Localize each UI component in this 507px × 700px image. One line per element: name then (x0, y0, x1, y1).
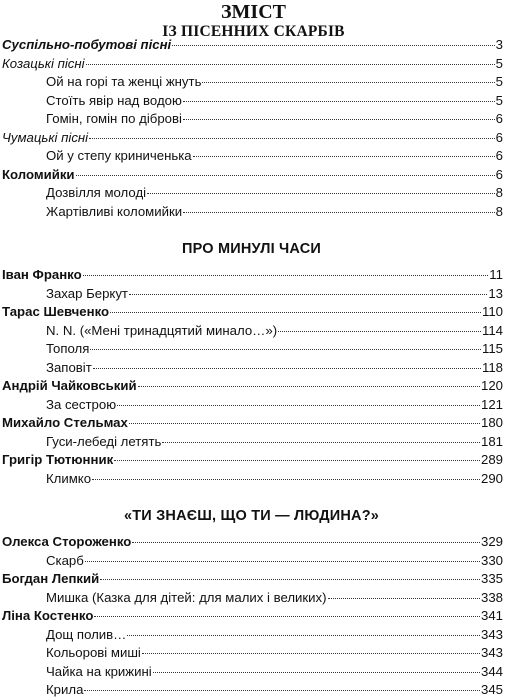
toc-entry-label: За сестрою (46, 396, 117, 412)
dot-leader (183, 212, 495, 213)
toc-list (0, 533, 503, 700)
dot-leader (183, 119, 495, 120)
section-title: ПРО МИНУЛІ ЧАСИ (181, 241, 322, 257)
toc-entry-work (0, 184, 503, 203)
toc-entry-label: Чумацькі пісні (2, 129, 89, 145)
dot-leader (90, 349, 481, 350)
toc-page-number: 338 (480, 589, 503, 605)
toc-entry-author (0, 414, 503, 433)
toc-page-number: 289 (480, 452, 503, 467)
toc-entry-label: Климко (46, 470, 92, 486)
toc-entry-author (0, 607, 503, 626)
toc-list (0, 266, 503, 488)
dot-leader (93, 368, 481, 369)
toc-entry-work (0, 92, 503, 111)
toc-list (0, 36, 503, 221)
dot-leader (278, 331, 481, 332)
toc-entry-author (0, 129, 503, 148)
toc-page-number: 6 (495, 129, 503, 145)
toc-entry-label: Тополя (46, 341, 90, 356)
toc-page-number: 341 (480, 608, 503, 623)
dot-leader (86, 64, 495, 65)
toc-page-number: 290 (480, 470, 503, 486)
toc-entry-label: Олекса Стороженко (2, 534, 132, 549)
toc-page-number: 345 (480, 682, 503, 697)
dot-leader (89, 138, 495, 139)
toc-entry-author (0, 166, 503, 185)
toc-entry-label: Ой у степу криниченька (46, 148, 192, 163)
toc-entry-work (0, 681, 503, 700)
toc-entry-author (0, 55, 503, 74)
toc-entry-label: Гуси-лебеді летять (46, 433, 162, 449)
toc-entry-author (0, 451, 503, 470)
toc-page-number: 11 (489, 267, 503, 282)
dot-leader (76, 175, 495, 176)
toc-entry-work (0, 552, 503, 571)
dot-leader (127, 635, 480, 636)
toc-entry-work (0, 359, 503, 378)
toc-entry-label: Жартівливі коломийки (46, 203, 183, 219)
toc-entry-label: Захар Беркут (46, 285, 128, 301)
toc-page-number: 13 (488, 285, 503, 301)
toc-entry-label: N. N. («Мені тринадцятий минало…») (46, 322, 278, 338)
section-title-songs: ІЗ ПІСЕННИХ СКАРБІВ (162, 23, 345, 40)
toc-page-number: 6 (495, 166, 503, 182)
toc-entry-label: Гомін, гомін по діброві (46, 111, 182, 126)
toc-entry-label: Скарб (46, 552, 84, 568)
toc-page-number: 114 (481, 322, 503, 338)
toc-page-number: 121 (480, 396, 503, 412)
toc-page-number: 120 (480, 378, 503, 393)
toc-entry-work (0, 340, 503, 359)
toc-page-number: 344 (480, 663, 503, 679)
toc-entry-label: Суспільно-побутові пісні (2, 37, 172, 52)
toc-page-number: 329 (480, 534, 503, 549)
toc-entry-label: Ліна Костенко (2, 608, 94, 623)
toc-entry-work (0, 396, 503, 415)
dot-leader (183, 101, 495, 102)
toc-entry-label: Ой на горі та женці жнуть (46, 74, 202, 89)
dot-leader (142, 653, 480, 654)
toc-entry-label: Козацькі пісні (2, 55, 85, 71)
dot-leader (132, 542, 480, 543)
toc-page-number: 118 (481, 359, 503, 375)
toc-entry-label: Андрій Чайковський (2, 378, 137, 393)
dot-leader (129, 423, 480, 424)
toc-entry-label: Іван Франко (2, 267, 82, 282)
toc-entry-label: Дозвілля молоді (46, 185, 147, 200)
toc-entry-work (0, 73, 503, 92)
toc-entry-author (0, 36, 503, 55)
section-human (0, 507, 503, 700)
toc-entry-work (0, 470, 503, 489)
toc-entry-work (0, 285, 503, 304)
dot-leader (92, 479, 480, 480)
toc-entry-work (0, 433, 503, 452)
toc-entry-label: Богдан Лепкий (2, 571, 100, 586)
toc-entry-author (0, 570, 503, 589)
toc-entry-label: Тарас Шевченко (2, 304, 110, 319)
dot-leader (110, 312, 481, 313)
toc-page-number: 115 (481, 341, 503, 356)
toc-entry-work (0, 147, 503, 166)
toc-page-number: 8 (495, 185, 503, 200)
dot-leader (85, 561, 480, 562)
dot-leader (202, 82, 494, 83)
toc-page-number: 5 (495, 92, 503, 108)
toc-entry-label: Заповіт (46, 359, 92, 375)
toc-page-number: 181 (480, 433, 503, 449)
toc-entry-author (0, 377, 503, 396)
toc-entry-label: Григір Тютюнник (2, 452, 114, 467)
toc-entry-author (0, 266, 503, 285)
toc-page-number: 5 (495, 74, 503, 89)
toc-page-number: 3 (495, 37, 503, 52)
dot-leader (172, 45, 494, 46)
toc-entry-label: Чайка на крижині (46, 663, 152, 679)
dot-leader (138, 386, 480, 387)
dot-leader (162, 442, 480, 443)
toc-entry-label: Мишка (Казка для дітей: для малих і великих) (46, 589, 327, 605)
toc-page-number: 180 (480, 415, 503, 430)
toc-entry-label: Дощ полив… (46, 626, 127, 642)
toc-page-number: 343 (480, 626, 503, 642)
toc-page-number: 335 (480, 571, 503, 586)
toc-page-number: 6 (495, 111, 503, 126)
toc-entry-author (0, 533, 503, 552)
dot-leader (147, 193, 495, 194)
dot-leader (100, 579, 480, 580)
toc-page-number: 330 (480, 552, 503, 568)
dot-leader (193, 156, 495, 157)
dot-leader (328, 598, 480, 599)
dot-leader (114, 460, 480, 461)
section-title: «ТИ ЗНАЄШ, ЩО ТИ — ЛЮДИНА?» (123, 508, 380, 524)
toc-entry-work (0, 644, 503, 663)
toc-page-number: 343 (480, 645, 503, 660)
toc-entry-work (0, 322, 503, 341)
toc-entry-work (0, 626, 503, 645)
toc-page-number: 5 (495, 55, 503, 71)
toc-entry-work (0, 110, 503, 129)
dot-leader (117, 405, 480, 406)
toc-entry-label: Михайло Стельмах (2, 415, 128, 430)
section-past-times (0, 240, 503, 488)
dot-leader (153, 672, 480, 673)
toc-entry-work (0, 203, 503, 222)
toc-header (0, 0, 507, 41)
dot-leader (83, 275, 489, 276)
toc-entry-work (0, 589, 503, 608)
dot-leader (129, 294, 487, 295)
toc-entry-author (0, 303, 503, 322)
toc-page-number: 8 (495, 203, 503, 219)
dot-leader (84, 690, 480, 691)
toc-page-number: 110 (481, 304, 503, 319)
toc-entry-label: Крила (46, 682, 84, 697)
toc-entry-label: Стоїть явір над водою (46, 92, 182, 108)
toc-entry-label: Кольорові миші (46, 645, 141, 660)
dot-leader (94, 616, 480, 617)
toc-entry-label: Коломийки (2, 166, 75, 182)
section-songs (0, 36, 503, 221)
page-title: ЗМІСТ (221, 1, 286, 23)
toc-page-number: 6 (495, 148, 503, 163)
toc-entry-work (0, 663, 503, 682)
